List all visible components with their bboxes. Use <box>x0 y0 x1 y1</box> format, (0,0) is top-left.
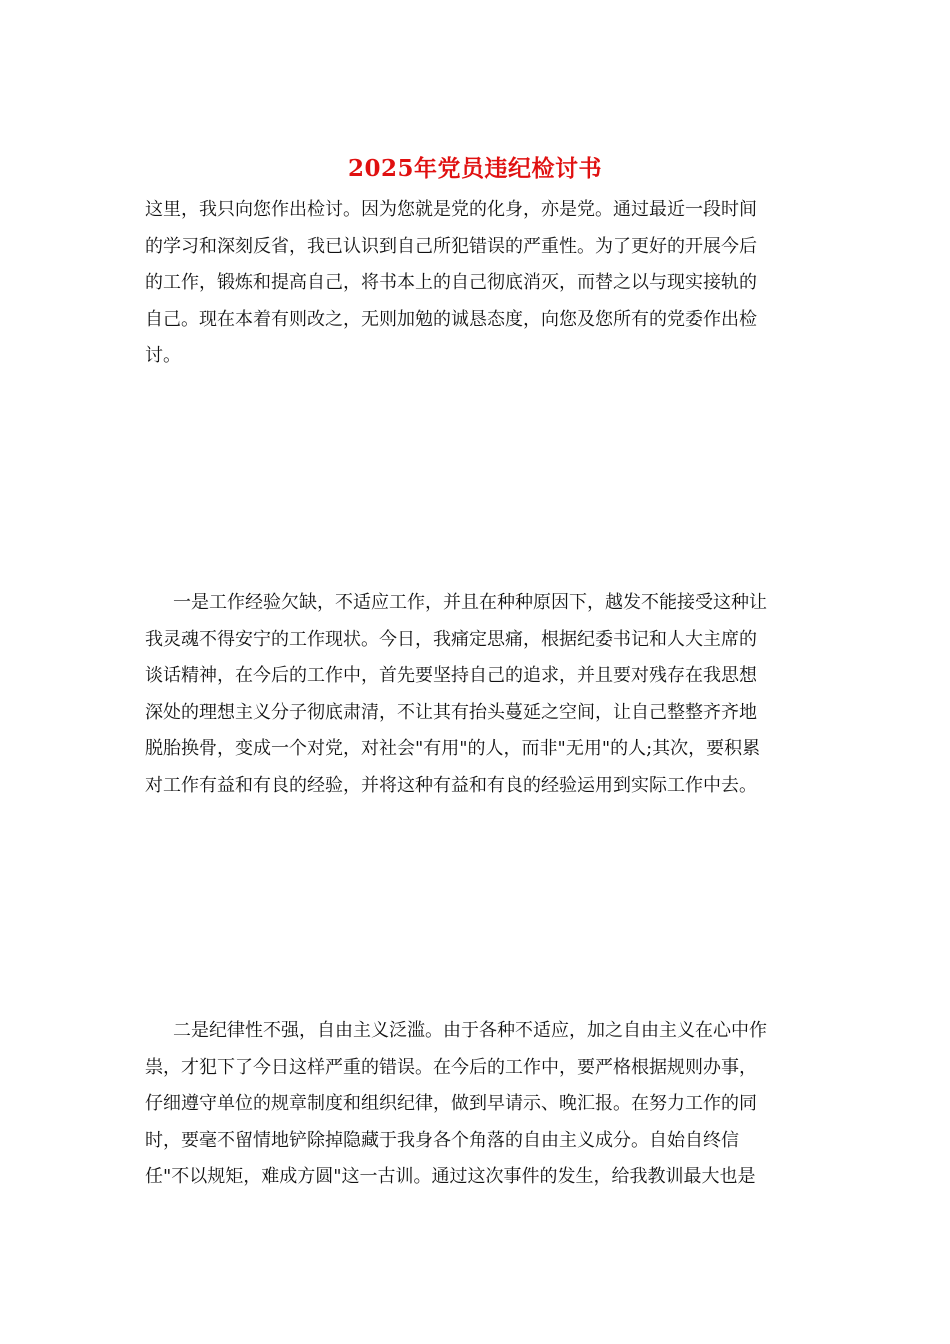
text-line: 时，要毫不留情地铲除掉隐藏于我身各个角落的自由主义成分。自始自终信 <box>145 1129 739 1151</box>
paragraph-point-one <box>145 585 815 804</box>
text-line: 一是工作经验欠缺，不适应工作，并且在种种原因下，越发不能接受这种让 <box>173 592 767 613</box>
text-line: 任"不以规矩，难成方圆"这一古训。通过这次事件的发生，给我教训最大也是 <box>145 1166 756 1187</box>
text-line: 的工作，锻炼和提高自己，将书本上的自己彻底消灭，而替之以与现实接轨的 <box>145 272 757 293</box>
text-line: 对工作有益和有良的经验，并将这种有益和有良的经验运用到实际工作中去。 <box>145 774 757 796</box>
paragraph-point-two <box>145 1013 815 1196</box>
text-line: 我灵魂不得安宁的工作现状。今日，我痛定思痛，根据纪委书记和人大主席的 <box>145 628 757 650</box>
text-line: 二是纪律性不强，自由主义泛滥。由于各种不适应，加之自由主义在心中作 <box>173 1020 767 1041</box>
text-line: 仔细遵守单位的规章制度和组织纪律，做到早请示、晚汇报。在努力工作的同 <box>145 1093 757 1114</box>
text-line: 深处的理想主义分子彻底肃清，不让其有抬头蔓延之空间，让自己整整齐齐地 <box>145 701 757 723</box>
text-line: 自己。现在本着有则改之，无则加勉的诚恳态度，向您及您所有的党委作出检 <box>145 308 757 330</box>
text-line: 讨。 <box>145 345 181 366</box>
text-line: 这里，我只向您作出检讨。因为您就是党的化身，亦是党。通过最近一段时间 <box>145 199 757 220</box>
document-title: 2025年党员违纪检讨书 <box>347 155 602 182</box>
text-line: 谈话精神，在今后的工作中，首先要坚持自己的追求，并且要对残存在我思想 <box>145 665 757 686</box>
paragraph-intro <box>145 192 815 375</box>
text-line: 的学习和深刻反省，我已认识到自己所犯错误的严重性。为了更好的开展今后 <box>145 235 757 257</box>
text-line: 祟，才犯下了今日这样严重的错误。在今后的工作中，要严格根据规则办事， <box>145 1056 757 1078</box>
text-line: 脱胎换骨，变成一个对党，对社会"有用"的人，而非"无用"的人;其次，要积累 <box>145 738 761 759</box>
